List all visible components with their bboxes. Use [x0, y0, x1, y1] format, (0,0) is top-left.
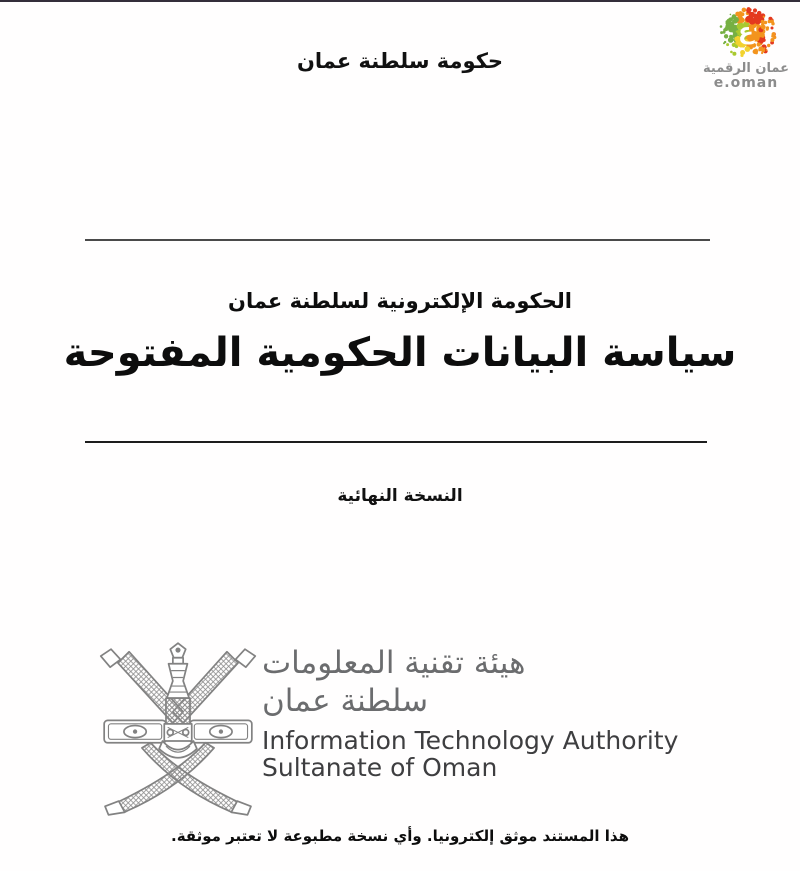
- government-header-title: حكومة سلطنة عمان: [296, 49, 504, 73]
- ita-english-name-line1: Information Technology Authority: [262, 726, 679, 755]
- ita-english-name-line2: Sultanate of Oman: [262, 753, 498, 782]
- divider-line-top: [85, 239, 710, 241]
- ita-logo-text: [262, 644, 682, 781]
- eoman-ain-letter: ع: [738, 19, 754, 45]
- eoman-logo-latin-name: e.oman: [713, 75, 779, 91]
- ita-arabic-name-line1: هيئة تقنية المعلومات: [262, 645, 526, 681]
- eoman-logo: [698, 4, 794, 91]
- authentication-note: هذا المستند موثق إلكترونيا. وأي نسخة مطبوعة لا تعتبر موثقة.: [171, 827, 629, 845]
- top-border-line: [0, 0, 800, 2]
- ita-logo: [92, 636, 692, 826]
- egovernment-subtitle: الحكومة الإلكترونية لسلطنة عمان: [228, 289, 572, 313]
- document-main-title: سياسة البيانات الحكومية المفتوحة: [63, 330, 737, 376]
- divider-line-bottom: [85, 441, 707, 443]
- ita-arabic-name-line2: سلطنة عمان: [262, 683, 429, 719]
- eoman-dots-icon: [698, 4, 794, 62]
- eoman-logo-arabic-name: عمان الرقمية: [703, 61, 789, 76]
- oman-national-emblem-icon: [92, 638, 264, 820]
- version-label: النسخة النهائية: [337, 486, 463, 506]
